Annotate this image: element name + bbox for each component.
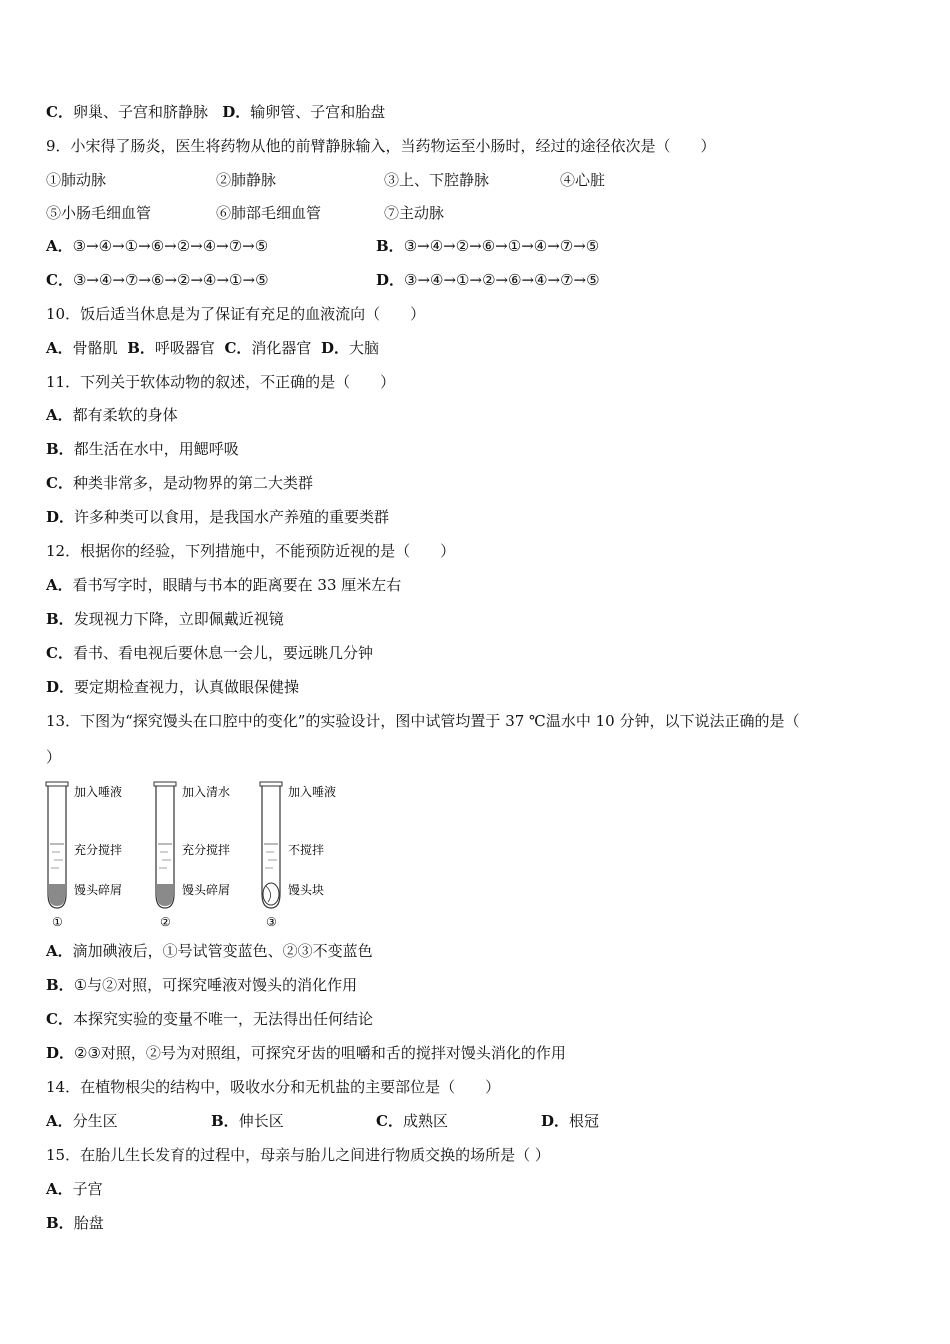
q15-option-a [46, 1179, 103, 1199]
option-label: A． [46, 339, 73, 357]
test-tube-3 [260, 782, 336, 929]
q9-item: ②肺静脉 [216, 171, 277, 189]
option-label: A． [46, 942, 73, 960]
option-label: B． [127, 339, 155, 357]
q9-option-a [46, 236, 268, 256]
q13-option-b [46, 975, 357, 995]
option-text: 要定期检查视力，认真做眼保健操 [74, 678, 300, 696]
tube-1-bottom-label: 馒头碎屑 [74, 883, 123, 897]
test-tube-2 [154, 782, 230, 929]
option-label: D． [222, 103, 251, 121]
q9-item: ①肺动脉 [46, 171, 107, 189]
option-text: ③→④→①→⑥→②→④→⑦→⑤ [72, 237, 269, 255]
test-tube-diagram [40, 776, 360, 936]
q14-option-d [541, 1111, 599, 1131]
option-text: ③→④→②→⑥→①→④→⑦→⑤ [403, 237, 600, 255]
q9-item: ⑦主动脉 [384, 204, 445, 222]
option-label: C． [46, 271, 73, 289]
option-text: 伸长区 [238, 1112, 284, 1130]
test-tube-1 [46, 782, 122, 929]
option-text: 滴加碘液后，①号试管变蓝色、②③不变蓝色 [72, 942, 373, 960]
tube-2-bottom-label: 馒头碎屑 [182, 883, 231, 897]
option-text: 许多种类可以食用，是我国水产养殖的重要类群 [74, 508, 390, 526]
option-label: C． [46, 644, 73, 662]
tube-2-mid-label: 充分搅拌 [182, 843, 231, 857]
option-text: 本探究实验的变量不唯一，无法得出任何结论 [72, 1010, 373, 1028]
option-text: 分生区 [72, 1112, 118, 1130]
q12-option-c [46, 643, 373, 663]
option-label: D． [46, 1044, 75, 1062]
q9-item: ⑤小肠毛细血管 [46, 204, 152, 222]
q10-options [46, 338, 379, 358]
tube-1-top-label: 加入唾液 [74, 785, 123, 799]
q8-options-cd [46, 102, 385, 122]
tube-3-top-label: 加入唾液 [288, 785, 337, 799]
q9-option-b [376, 236, 599, 256]
q13-stem: 13．下图为“探究馒头在口腔中的变化”的实验设计，图中试管均置于 37 ℃温水中 10 分钟，以下说法正确的是（ [46, 712, 800, 730]
q14-option-a [46, 1111, 118, 1131]
option-text: 种类非常多，是动物界的第二大类群 [72, 474, 313, 492]
option-text: 都生活在水中，用鳃呼吸 [73, 440, 239, 458]
q14-stem: 14．在植物根尖的结构中，吸收水分和无机盐的主要部位是（ ） [46, 1078, 501, 1096]
option-label: A． [46, 1112, 73, 1130]
q9-item: ③上、下腔静脉 [384, 171, 490, 189]
q13-stem-end: ） [46, 748, 62, 766]
option-text: 看书、看电视后要休息一会儿，要远眺几分钟 [72, 644, 373, 662]
q9-item: ⑥肺部毛细血管 [216, 204, 322, 222]
q9-item: ④心脏 [560, 171, 606, 189]
tube-3-bottom-label: 馒头块 [288, 883, 325, 897]
option-label: C． [224, 339, 252, 357]
option-label: C． [376, 1112, 403, 1130]
option-label: B． [46, 440, 74, 458]
tube-2-number: ② [160, 915, 171, 929]
option-text: 输卵管、子宫和胎盘 [250, 103, 386, 121]
option-text: 骨骼肌 [72, 339, 118, 357]
option-text: 呼吸器官 [154, 339, 215, 357]
option-label: C． [46, 103, 73, 121]
q14-option-b [211, 1111, 284, 1131]
option-text: ②③对照，②号为对照组，可探究牙齿的咀嚼和舌的搅拌对馒头消化的作用 [74, 1044, 566, 1062]
option-text: ③→④→①→②→⑥→④→⑦→⑤ [404, 271, 600, 289]
option-text: 成熟区 [402, 1112, 448, 1130]
q13-option-a [46, 941, 373, 961]
q9-option-d [376, 270, 600, 290]
option-text: ①与②对照，可探究唾液对馒头的消化作用 [73, 976, 358, 994]
option-label: A． [46, 576, 73, 594]
q13-option-c [46, 1009, 373, 1029]
tube-3-number: ③ [266, 915, 277, 929]
option-text: ③→④→⑦→⑥→②→④→①→⑤ [72, 271, 269, 289]
option-label: C． [46, 474, 73, 492]
q12-option-b [46, 609, 284, 629]
option-label: B． [211, 1112, 239, 1130]
q14-option-c [376, 1111, 448, 1131]
option-text: 都有柔软的身体 [72, 406, 178, 424]
option-label: A． [46, 1180, 73, 1198]
q15-option-b [46, 1213, 104, 1233]
option-label: D． [46, 678, 75, 696]
test-tube-figure [40, 776, 360, 936]
option-text: 大脑 [348, 339, 379, 357]
option-text: 胎盘 [73, 1214, 104, 1232]
option-label: B． [46, 976, 74, 994]
option-label: B． [46, 1214, 74, 1232]
option-label: B． [376, 237, 404, 255]
option-label: D． [541, 1112, 570, 1130]
q11-option-c [46, 473, 313, 493]
tube-2-top-label: 加入清水 [182, 785, 231, 799]
q13-option-d [46, 1043, 566, 1063]
option-label: D． [46, 508, 75, 526]
q11-option-b [46, 439, 239, 459]
q10-stem: 10．饭后适当休息是为了保证有充足的血液流向（ ） [46, 305, 426, 323]
option-text: 看书写字时，眼睛与书本的距离要在 33 厘米左右 [72, 576, 402, 594]
tube-1-mid-label: 充分搅拌 [74, 843, 123, 857]
option-label: D． [320, 339, 349, 357]
option-label: A． [46, 237, 73, 255]
q11-option-d [46, 507, 389, 527]
option-text: 子宫 [72, 1180, 103, 1198]
option-label: C． [46, 1010, 73, 1028]
option-label: A． [46, 406, 73, 424]
option-label: B． [46, 610, 74, 628]
q11-stem: 11．下列关于软体动物的叙述，不正确的是（ ） [46, 373, 396, 391]
option-text: 消化器官 [251, 339, 312, 357]
tube-3-mid-label: 不搅拌 [288, 843, 325, 857]
q9-option-c [46, 270, 269, 290]
q11-option-a [46, 405, 178, 425]
q12-option-d [46, 677, 299, 697]
option-text: 根冠 [569, 1112, 600, 1130]
q12-stem: 12．根据你的经验，下列措施中，不能预防近视的是（ ） [46, 542, 456, 560]
tube-1-number: ① [52, 915, 63, 929]
q15-stem: 15．在胎儿生长发育的过程中，母亲与胎儿之间进行物质交换的场所是（ ） [46, 1146, 550, 1164]
option-text: 发现视力下降，立即佩戴近视镜 [73, 610, 284, 628]
option-label: D． [376, 271, 405, 289]
option-text: 卵巢、子宫和脐静脉 [72, 103, 208, 121]
q12-option-a [46, 575, 401, 595]
q9-stem: 9．小宋得了肠炎，医生将药物从他的前臂静脉输入，当药物运至小肠时，经过的途径依次是（ ） [46, 137, 716, 155]
